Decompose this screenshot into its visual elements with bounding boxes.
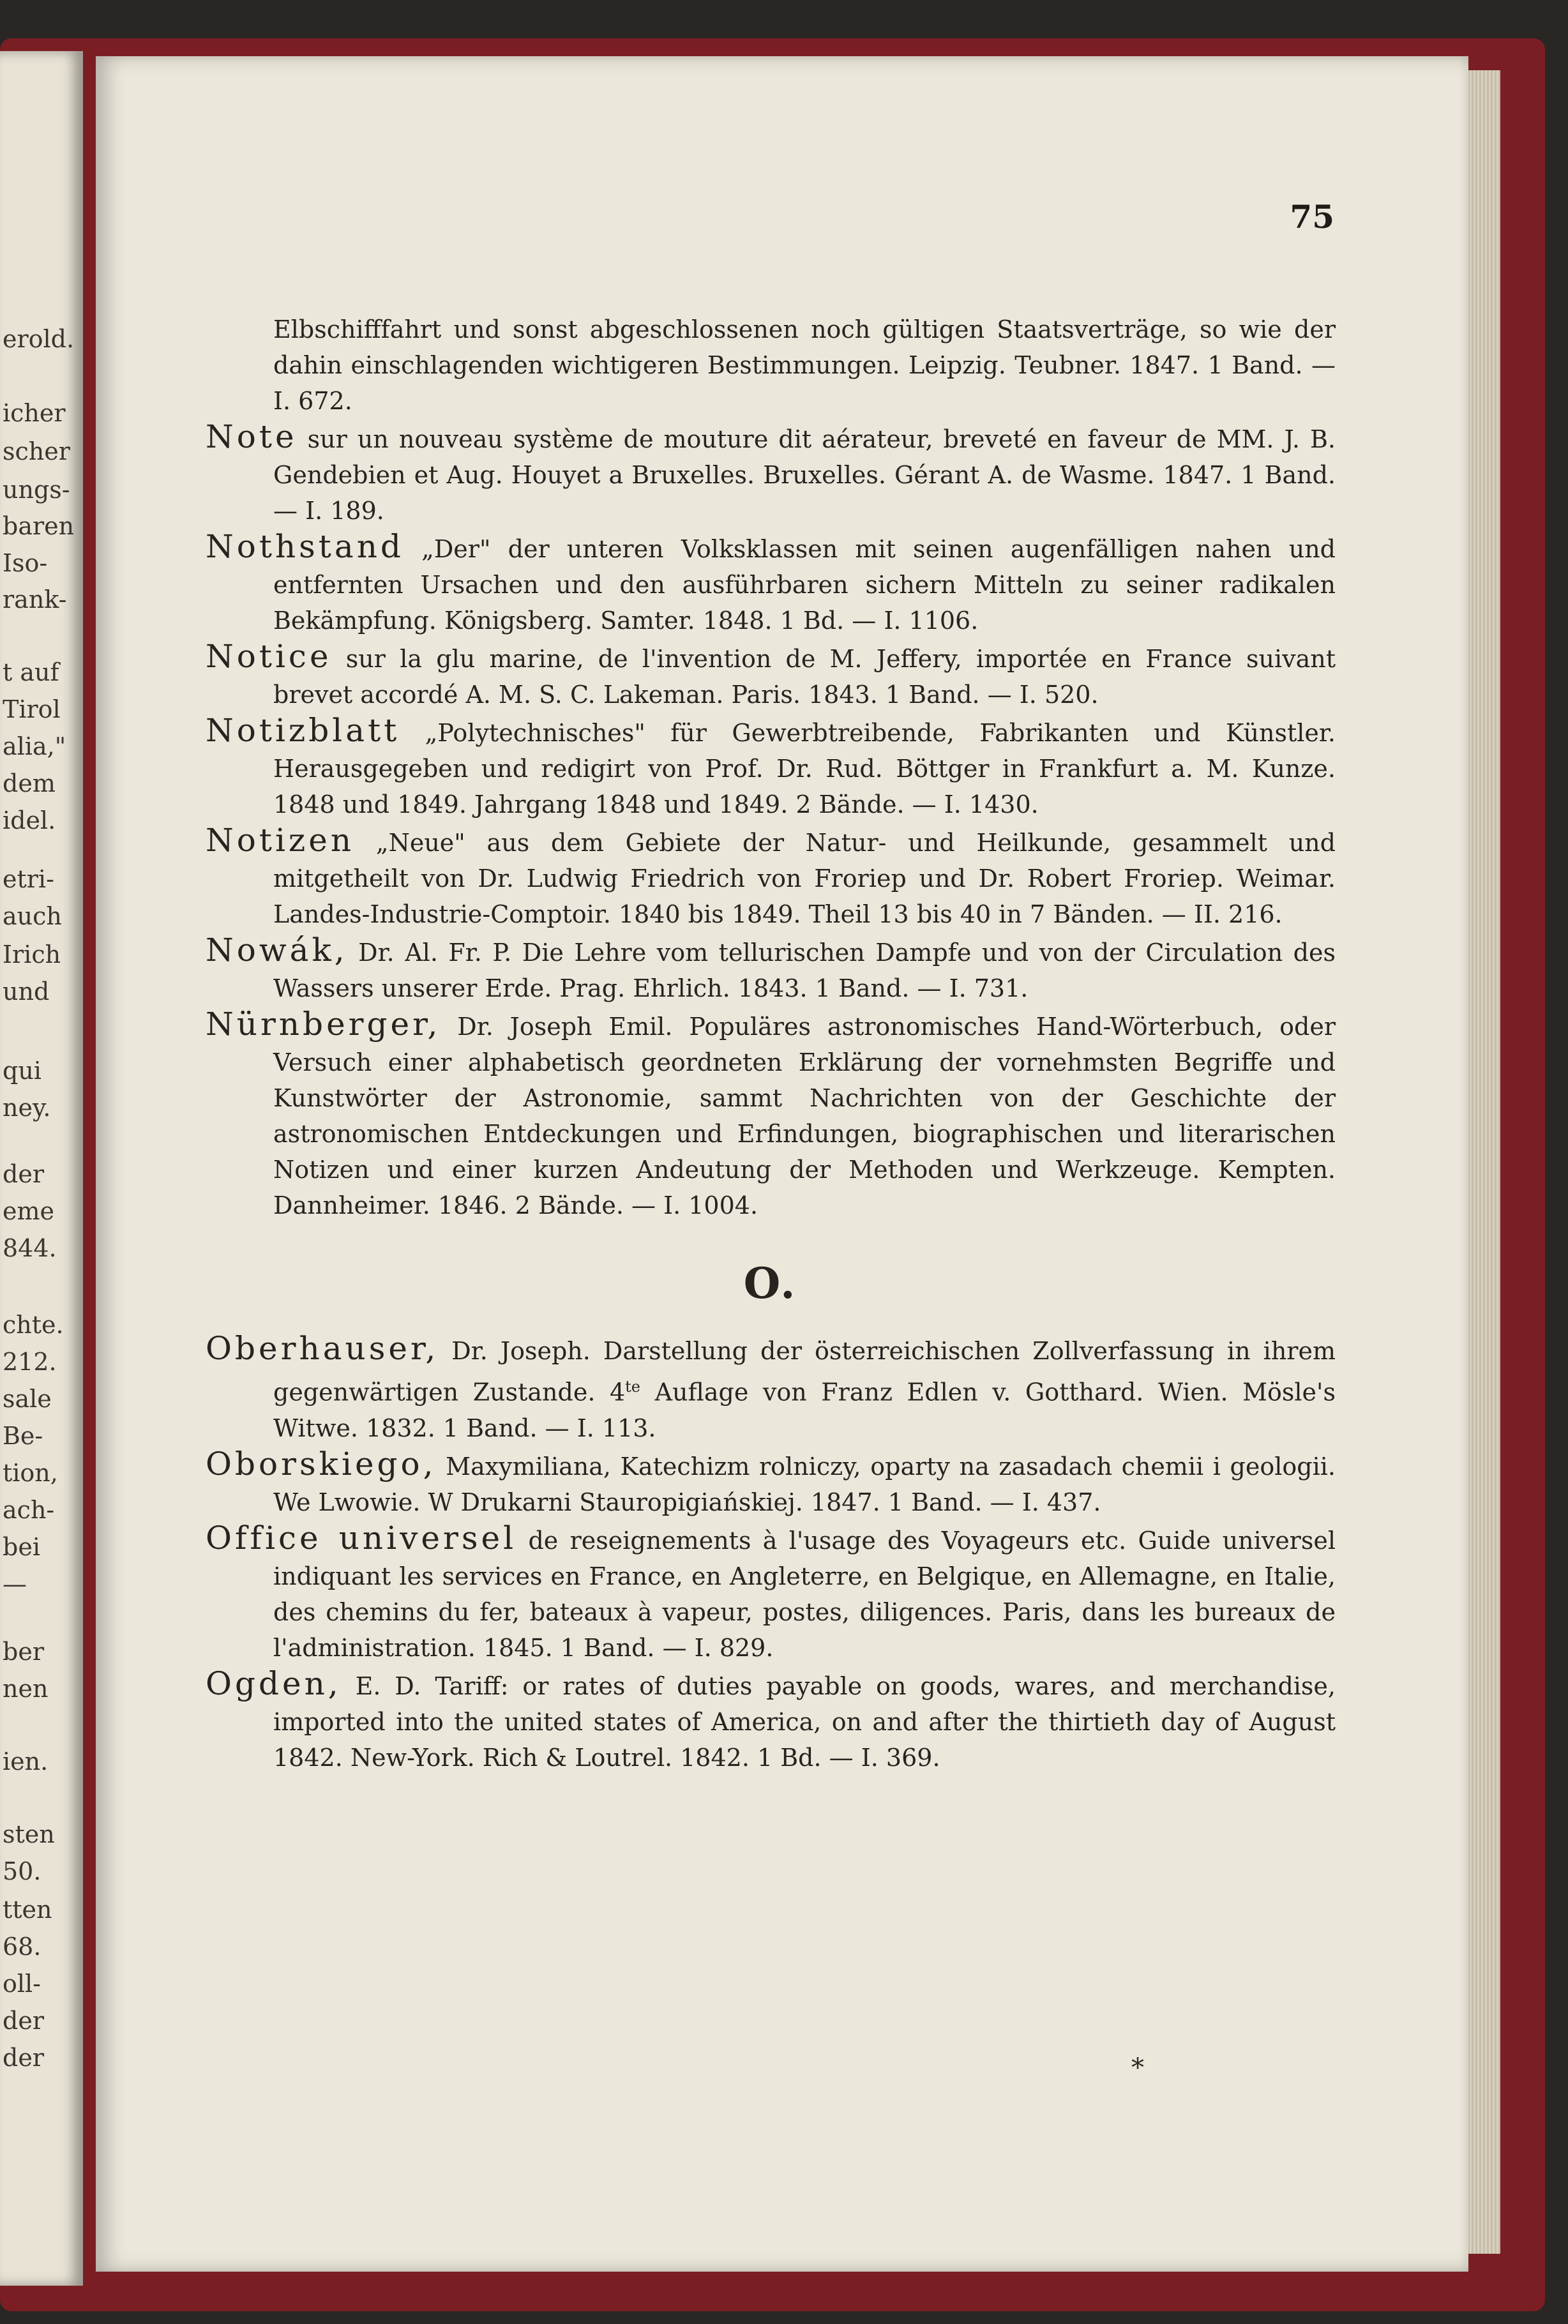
- entry-headword: Notizen: [206, 822, 355, 859]
- left-page-fragment: der: [3, 2007, 44, 2035]
- catalog-entry: [206, 1520, 1336, 1666]
- catalog-text: [206, 312, 1336, 1776]
- left-page-fragment: sten: [3, 1820, 55, 1848]
- left-page-fragment: ungs-: [3, 476, 70, 504]
- entry-headword: Oberhauser,: [206, 1330, 439, 1367]
- entry-text: Dr. Joseph. Darstellung der österreichischen Zollverfassung in ihrem gegenwärtigen Zustande. 4: [273, 1337, 1336, 1407]
- left-page-fragment: 50.: [3, 1857, 41, 1885]
- catalog-entry: [206, 1331, 1336, 1446]
- left-page-fragment: ney.: [3, 1094, 51, 1122]
- left-page-fragment: etri-: [3, 865, 54, 893]
- left-page-fragment: ien.: [3, 1747, 49, 1776]
- entry-text: Maxymiliana, Katechizm rolniczy, oparty na zasadach chemii i geologii. We Lwowie. W Drukarni Stauropigiańskiej. 1847. 1 Band. — I. 437.: [273, 1452, 1336, 1516]
- left-page-fragment: ber: [3, 1638, 44, 1666]
- left-page-fragment: Be-: [3, 1422, 43, 1450]
- left-page-fragment: qui: [3, 1057, 41, 1085]
- left-page-fragment: alia,": [3, 732, 66, 760]
- left-page-fragment: eme: [3, 1197, 55, 1225]
- left-page-fragment: bei: [3, 1533, 40, 1561]
- entry-headword: Nürnberger,: [206, 1006, 441, 1043]
- left-page-fragment: rank-: [3, 585, 67, 614]
- catalog-entry: [206, 419, 1336, 529]
- entry-headword: Notice: [206, 638, 332, 675]
- left-page-fragment: erold.: [3, 325, 75, 353]
- left-page-fragment: Iso-: [3, 549, 48, 577]
- catalog-entry: [206, 1006, 1336, 1223]
- catalog-entry: [206, 822, 1336, 932]
- left-page-fragment: t auf: [3, 658, 59, 686]
- entry-headword: Oborskiego,: [206, 1445, 437, 1483]
- left-page-fragment: der: [3, 2044, 44, 2072]
- page-number: 75: [1290, 198, 1334, 236]
- left-page-fragment: und: [3, 977, 50, 1006]
- section-letter: O.: [743, 1258, 798, 1308]
- entry-headword: Ogden,: [206, 1664, 342, 1702]
- left-page-fragment: ach-: [3, 1496, 55, 1524]
- left-page-fragment: 844.: [3, 1234, 57, 1262]
- left-page-edge: [0, 51, 83, 2286]
- left-page-fragment: Irich: [3, 940, 61, 969]
- left-page-fragment: oll-: [3, 1970, 41, 1998]
- entry-text: sur un nouveau système de mouture dit aérateur, breveté en faveur de MM. J. B. Gendebien et Aug. Houyet a Bruxelles. Bruxelles. Gérant A. de Wasme. 1847. 1 Band. — I. 189.: [273, 425, 1336, 525]
- entry-text: de reseignements à l'usage des Voyageurs etc. Guide universel indiquant les services en France, en Angleterre, en Belgique, en Allemagne, en Italie, des chemins du fer, bateaux à vapeur, postes, diligences. Paris, dans les bureaux de l'administration. 1845. 1 Band. — I. 829.: [273, 1526, 1336, 1662]
- left-page-fragment: sale: [3, 1385, 52, 1413]
- entry-headword: Nowák,: [206, 932, 348, 969]
- left-page-fragment: scher: [3, 437, 70, 465]
- catalog-entry: [206, 932, 1336, 1006]
- right-page: [96, 56, 1468, 2272]
- left-page-fragment: baren: [3, 512, 75, 540]
- catalog-entry: [206, 638, 1336, 713]
- catalog-entry: [206, 529, 1336, 638]
- left-page-fragment: chte.: [3, 1311, 64, 1339]
- left-page-fragment: der: [3, 1160, 44, 1188]
- entry-text: Dr. Joseph Emil. Populäres astronomisches Hand-Wörterbuch, oder Versuch einer alphabetisch geordneten Erklärung der vornehmsten Begriffe und Kunstwörter der Astronomie, sammt Nachrichten von der Geschichte der astronomischen Entdeckungen und Erfindungen, biographischen und literarischen Notizen und einer kurzen Andeutung der Methoden und Werkzeuge. Kempten. Dannheimer. 1846. 2 Bände. — I. 1004.: [273, 1013, 1336, 1219]
- left-page-fragment: —: [3, 1570, 27, 1598]
- left-page-fragment: dem: [3, 769, 56, 797]
- left-page-fragment: Tirol: [3, 695, 61, 723]
- entry-headword: Nothstand: [206, 528, 404, 565]
- left-page-fragment: auch: [3, 902, 62, 930]
- left-page-fragment: 68.: [3, 1933, 41, 1961]
- continuation-entry: Elbschifffahrt und sonst abgeschlossenen noch gültigen Staatsverträge, so wie der dahin einschlagenden wichtigeren Bestimmungen. Leipzig. Teubner. 1847. 1 Band. — I. 672.: [273, 315, 1336, 415]
- footer-mark: *: [1131, 2053, 1144, 2083]
- catalog-entry: [206, 1666, 1336, 1776]
- entry-headword: Notizblatt: [206, 712, 400, 749]
- catalog-entry: [206, 1446, 1336, 1520]
- entry-text: „Neue" aus dem Gebiete der Natur- und Heilkunde, gesammelt und mitgetheilt von Dr. Ludwig Friedrich von Froriep und Dr. Robert Froriep. Weimar. Landes-Industrie-Comptoir. 1840 bis 1849. Theil 13 bis 40 in 7 Bänden. — II. 216.: [273, 829, 1336, 928]
- entry-text: sur la glu marine, de l'invention de M. Jeffery, importée en France suivant brevet accordé A. M. S. C. Lakeman. Paris. 1843. 1 Band. — I. 520.: [273, 645, 1336, 709]
- left-page-fragment: icher: [3, 399, 66, 427]
- entry-headword: Note: [206, 418, 298, 455]
- entry-text: Auflage von Franz Edlen v. Gotthard. Wien. Mösle's Witwe. 1832. 1 Band. — I. 113.: [273, 1378, 1336, 1442]
- catalog-entry: [206, 713, 1336, 822]
- left-page-fragment: nen: [3, 1675, 49, 1703]
- left-page-fragment: tion,: [3, 1459, 58, 1487]
- entry-headword: Office universel: [206, 1519, 517, 1557]
- entry-text: Dr. Al. Fr. P. Die Lehre vom tellurischen Dampfe und von der Circulation des Wassers unserer Erde. Prag. Ehrlich. 1843. 1 Band. — I. 731.: [273, 939, 1336, 1002]
- left-page-fragment: 212.: [3, 1348, 57, 1376]
- entry-text: „Der" der unteren Volksklassen mit seinen augenfälligen nahen und entfernten Ursachen und den ausführbaren sichern Mitteln zu seiner radikalen Bekämpfung. Königsberg. Samter. 1848. 1 Bd. — I. 1106.: [273, 535, 1336, 635]
- entry-superscript: te: [625, 1378, 641, 1396]
- entry-text: E. D. Tariff: or rates of duties payable on goods, wares, and merchandise, imported into the united states of America, on and after the thirtieth day of August 1842. New-York. Rich & Loutrel. 1842. 1 Bd. — I. 369.: [273, 1671, 1336, 1772]
- left-page-fragment: tten: [3, 1896, 52, 1924]
- left-page-fragment: idel.: [3, 806, 56, 834]
- entry-text: „Polytechnisches" für Gewerbtreibende, Fabrikanten und Künstler. Herausgegeben und redigirt von Prof. Dr. Rud. Böttger in Frankfurt a. M. Kunze. 1848 und 1849. Jahrgang 1848 und 1849. 2 Bände. — I. 1430.: [273, 719, 1336, 819]
